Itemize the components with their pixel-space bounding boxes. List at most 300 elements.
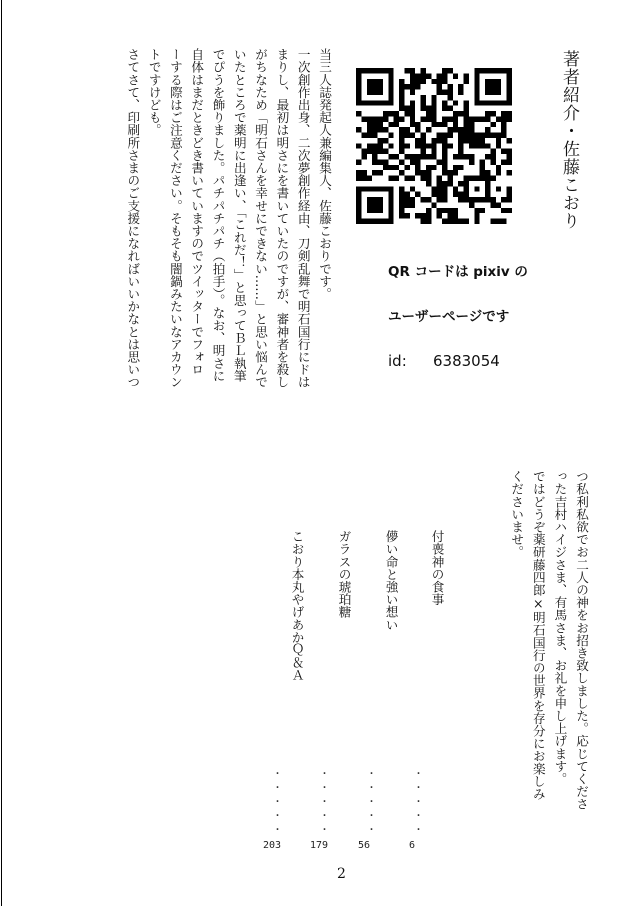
qr-module xyxy=(507,95,512,100)
qr-module xyxy=(442,90,447,95)
qr-module xyxy=(421,73,426,78)
qr-module xyxy=(490,197,495,202)
qr-module xyxy=(372,122,377,127)
qr-module xyxy=(485,154,490,159)
qr-module xyxy=(372,90,377,95)
qr-module xyxy=(496,100,501,105)
qr-module xyxy=(394,116,399,121)
qr-module xyxy=(415,192,420,197)
qr-module xyxy=(464,186,469,191)
qr-module xyxy=(372,197,377,202)
qr-id-value: 6383054 xyxy=(433,352,500,370)
qr-module xyxy=(399,106,404,111)
qr-module xyxy=(501,116,506,121)
qr-module xyxy=(447,84,452,89)
qr-module xyxy=(367,176,372,181)
qr-module xyxy=(431,186,436,191)
qr-module xyxy=(367,90,372,95)
qr-module xyxy=(388,165,393,170)
qr-module xyxy=(485,143,490,148)
qr-module xyxy=(501,122,506,127)
qr-module xyxy=(426,197,431,202)
qr-module xyxy=(464,127,469,132)
qr-module xyxy=(437,73,442,78)
qr-module xyxy=(378,116,383,121)
qr-module xyxy=(431,202,436,207)
qr-module xyxy=(394,154,399,159)
qr-module xyxy=(501,68,506,73)
qr-module xyxy=(404,192,409,197)
bio-line: 当三人誌発起人兼編集人、佐藤こおりです。 xyxy=(317,48,332,300)
qr-module xyxy=(367,79,372,84)
qr-module xyxy=(367,197,372,202)
author-bio xyxy=(83,48,335,438)
qr-module xyxy=(399,197,404,202)
qr-module xyxy=(442,143,447,148)
qr-module xyxy=(367,149,372,154)
qr-module xyxy=(421,176,426,181)
qr-module xyxy=(415,73,420,78)
qr-module xyxy=(388,192,393,197)
qr-module xyxy=(480,176,485,181)
qr-module xyxy=(501,149,506,154)
qr-module xyxy=(458,138,463,143)
qr-module xyxy=(442,68,447,73)
qr-module xyxy=(474,143,479,148)
qr-module xyxy=(378,100,383,105)
qr-module xyxy=(437,79,442,84)
qr-module xyxy=(415,79,420,84)
qr-module xyxy=(394,111,399,116)
qr-module xyxy=(458,149,463,154)
toc-leader-dots: ・・・・・ xyxy=(317,768,328,838)
qr-module xyxy=(388,95,393,100)
qr-module xyxy=(356,90,361,95)
qr-module xyxy=(404,133,409,138)
qr-module xyxy=(501,127,506,132)
qr-module xyxy=(426,127,431,132)
qr-module xyxy=(378,122,383,127)
qr-module xyxy=(474,79,479,84)
qr-module xyxy=(507,84,512,89)
qr-module xyxy=(415,165,420,170)
qr-module xyxy=(378,159,383,164)
qr-module xyxy=(453,208,458,213)
bio-line: ーする際はご注意ください。そもそも闇鍋みたいなアカウン xyxy=(167,48,183,389)
qr-module xyxy=(485,127,490,132)
qr-module xyxy=(464,219,469,224)
qr-module xyxy=(437,181,442,186)
qr-module xyxy=(426,170,431,175)
qr-module xyxy=(447,127,452,132)
toc-leader-dots: ・・・・・ xyxy=(364,768,375,838)
qr-module xyxy=(431,122,436,127)
qr-module xyxy=(447,208,452,213)
qr-module xyxy=(415,213,420,218)
toc-leader-dots: ・・・・・ xyxy=(270,768,281,838)
bio-cont-line: ではどうぞ薬研藤四郎×明石国行の世界を存分にお楽しみ xyxy=(530,470,546,800)
bio-continued xyxy=(500,470,592,870)
qr-module xyxy=(437,138,442,143)
qr-module xyxy=(437,208,442,213)
qr-module xyxy=(485,197,490,202)
qr-module xyxy=(480,143,485,148)
qr-module xyxy=(388,154,393,159)
qr-module xyxy=(442,73,447,78)
qr-module xyxy=(442,219,447,224)
qr-module xyxy=(490,176,495,181)
qr-module xyxy=(361,186,366,191)
qr-module xyxy=(383,165,388,170)
qr-module xyxy=(372,116,377,121)
qr-module xyxy=(410,100,415,105)
qr-module xyxy=(415,170,420,175)
qr-module xyxy=(442,197,447,202)
qr-module xyxy=(507,116,512,121)
qr-module xyxy=(356,143,361,148)
qr-module xyxy=(383,116,388,121)
qr-module xyxy=(404,111,409,116)
qr-module xyxy=(496,138,501,143)
qr-module xyxy=(388,202,393,207)
qr-module xyxy=(431,143,436,148)
qr-module xyxy=(458,197,463,202)
qr-module xyxy=(447,181,452,186)
qr-module xyxy=(485,68,490,73)
qr-module xyxy=(378,68,383,73)
qr-module xyxy=(383,68,388,73)
qr-module xyxy=(378,127,383,132)
qr-module xyxy=(410,111,415,116)
qr-module xyxy=(410,68,415,73)
qr-module xyxy=(447,143,452,148)
qr-module xyxy=(464,154,469,159)
qr-module xyxy=(453,111,458,116)
qr-module xyxy=(378,149,383,154)
qr-module xyxy=(485,133,490,138)
qr-module xyxy=(399,149,404,154)
qr-module xyxy=(507,90,512,95)
qr-module xyxy=(437,84,442,89)
qr-module xyxy=(426,208,431,213)
qr-module xyxy=(507,100,512,105)
qr-module xyxy=(399,213,404,218)
qr-module xyxy=(447,90,452,95)
qr-module xyxy=(507,197,512,202)
qr-module xyxy=(383,149,388,154)
qr-module xyxy=(356,170,361,175)
qr-module xyxy=(447,106,452,111)
qr-module xyxy=(388,208,393,213)
qr-module xyxy=(490,68,495,73)
toc-page-number: 56 xyxy=(358,840,371,851)
qr-module xyxy=(426,154,431,159)
qr-module xyxy=(410,154,415,159)
qr-module xyxy=(490,133,495,138)
qr-module xyxy=(447,176,452,181)
qr-module xyxy=(431,100,436,105)
qr-module xyxy=(453,122,458,127)
qr-module xyxy=(361,176,366,181)
qr-module xyxy=(485,84,490,89)
qr-module xyxy=(485,90,490,95)
qr-module xyxy=(378,170,383,175)
qr-module xyxy=(410,73,415,78)
qr-module xyxy=(404,143,409,148)
qr-module xyxy=(474,116,479,121)
qr-module xyxy=(464,73,469,78)
qr-module xyxy=(410,159,415,164)
qr-module xyxy=(421,106,426,111)
qr-module xyxy=(388,133,393,138)
qr-module xyxy=(469,133,474,138)
qr-module xyxy=(480,116,485,121)
qr-module xyxy=(507,208,512,213)
qr-module xyxy=(356,127,361,132)
qr-module xyxy=(437,90,442,95)
qr-module xyxy=(410,186,415,191)
qr-module xyxy=(399,143,404,148)
qr-module xyxy=(372,219,377,224)
qr-module xyxy=(361,170,366,175)
qr-module xyxy=(437,192,442,197)
qr-module xyxy=(453,192,458,197)
qr-module xyxy=(490,100,495,105)
qr-module xyxy=(356,213,361,218)
qr-module xyxy=(421,68,426,73)
qr-module xyxy=(415,138,420,143)
qr-module xyxy=(464,122,469,127)
qr-module xyxy=(399,138,404,143)
qr-module xyxy=(490,149,495,154)
qr-module xyxy=(501,159,506,164)
qr-module xyxy=(410,122,415,127)
qr-module xyxy=(469,197,474,202)
qr-module xyxy=(372,68,377,73)
qr-module xyxy=(453,213,458,218)
qr-module xyxy=(399,116,404,121)
qr-module xyxy=(426,73,431,78)
qr-module xyxy=(474,95,479,100)
qr-module xyxy=(361,219,366,224)
qr-module xyxy=(501,111,506,116)
qr-module xyxy=(421,170,426,175)
qr-module xyxy=(404,197,409,202)
qr-module xyxy=(442,133,447,138)
qr-module xyxy=(367,133,372,138)
qr-module xyxy=(356,95,361,100)
qr-module xyxy=(453,170,458,175)
qr-module xyxy=(378,219,383,224)
bio-line: でぴうを飾りました。パチパチパチ（拍手）。なお、明さに xyxy=(210,48,226,382)
qr-module xyxy=(496,116,501,121)
qr-module xyxy=(431,95,436,100)
qr-module xyxy=(496,84,501,89)
qr-module xyxy=(372,149,377,154)
qr-module xyxy=(431,79,436,84)
qr-module xyxy=(410,197,415,202)
qr-module xyxy=(437,176,442,181)
qr-id-label: id: xyxy=(388,352,407,370)
qr-module xyxy=(388,213,393,218)
qr-module xyxy=(378,79,383,84)
qr-module xyxy=(458,154,463,159)
bio-line: いたところで薬明に出逢い、「これだ！」と思ってＢＬ執筆 xyxy=(231,48,247,382)
bio-cont-line: った吉村ハイジさま、有馬さま、お礼を申し上げます。 xyxy=(552,470,568,785)
qr-module xyxy=(437,197,442,202)
qr-module xyxy=(426,116,431,121)
bio-line: まりし、最初は明さにを書いていたのですが、審神者を殺し xyxy=(274,48,290,389)
qr-module xyxy=(421,154,426,159)
qr-module xyxy=(442,192,447,197)
qr-module xyxy=(378,197,383,202)
qr-module xyxy=(431,192,436,197)
qr-module xyxy=(378,202,383,207)
qr-module xyxy=(480,133,485,138)
qr-module xyxy=(378,143,383,148)
qr-module xyxy=(410,84,415,89)
qr-module xyxy=(496,90,501,95)
qr-module xyxy=(485,79,490,84)
qr-module xyxy=(507,111,512,116)
qr-module xyxy=(410,90,415,95)
qr-module xyxy=(367,116,372,121)
qr-module xyxy=(367,208,372,213)
qr-module xyxy=(426,106,431,111)
qr-module xyxy=(480,159,485,164)
qr-module xyxy=(399,202,404,207)
qr-module xyxy=(442,138,447,143)
qr-module xyxy=(404,213,409,218)
toc-title: ガラスの琥珀糖 xyxy=(336,530,352,619)
qr-module xyxy=(426,181,431,186)
qr-module xyxy=(490,84,495,89)
qr-module xyxy=(421,138,426,143)
qr-module xyxy=(426,176,431,181)
qr-module xyxy=(490,79,495,84)
qr-module xyxy=(474,90,479,95)
qr-module xyxy=(469,122,474,127)
qr-module xyxy=(507,73,512,78)
qr-module xyxy=(485,111,490,116)
qr-module xyxy=(399,159,404,164)
qr-module xyxy=(431,138,436,143)
qr-module xyxy=(447,170,452,175)
qr-module xyxy=(421,100,426,105)
qr-module xyxy=(464,111,469,116)
qr-module xyxy=(474,213,479,218)
qr-module xyxy=(361,100,366,105)
toc-page-number: 179 xyxy=(310,840,329,851)
qr-module xyxy=(410,176,415,181)
qr-module xyxy=(507,149,512,154)
qr-module xyxy=(485,176,490,181)
qr-module xyxy=(437,213,442,218)
qr-module xyxy=(501,219,506,224)
qr-module xyxy=(485,170,490,175)
qr-module xyxy=(356,219,361,224)
qr-module xyxy=(361,116,366,121)
qr-module xyxy=(367,202,372,207)
qr-module xyxy=(496,219,501,224)
qr-module xyxy=(464,176,469,181)
qr-module xyxy=(501,100,506,105)
qr-module xyxy=(431,116,436,121)
qr-module xyxy=(464,100,469,105)
qr-module xyxy=(480,165,485,170)
qr-module xyxy=(361,68,366,73)
qr-module xyxy=(507,79,512,84)
qr-module xyxy=(421,219,426,224)
qr-module xyxy=(404,202,409,207)
qr-module xyxy=(490,219,495,224)
qr-module xyxy=(356,84,361,89)
qr-caption-line1: QR コードは pixiv の xyxy=(388,264,528,280)
qr-module xyxy=(372,79,377,84)
qr-module xyxy=(431,165,436,170)
qr-module xyxy=(394,165,399,170)
qr-module xyxy=(372,127,377,132)
qr-module xyxy=(458,127,463,132)
qr-module xyxy=(367,100,372,105)
qr-module xyxy=(356,202,361,207)
bio-line: がちなため「明石さんを幸せにできない……」と思い悩んで xyxy=(253,48,269,389)
qr-module xyxy=(388,84,393,89)
qr-module xyxy=(485,181,490,186)
qr-module xyxy=(469,143,474,148)
qr-module xyxy=(458,181,463,186)
bio-line: 一次創作出身、二次夢創作経由、刀剣乱舞で明石国行にドは xyxy=(295,48,311,389)
qr-module xyxy=(404,127,409,132)
qr-module xyxy=(447,116,452,121)
qr-module xyxy=(464,133,469,138)
qr-module xyxy=(399,90,404,95)
qr-module xyxy=(372,208,377,213)
qr-module xyxy=(458,133,463,138)
qr-module xyxy=(442,170,447,175)
qr-module xyxy=(356,176,361,181)
bio-cont-line: つ私利私欲でお二人の神をお招き致しました。応じてくださ xyxy=(574,470,589,811)
qr-module xyxy=(485,116,490,121)
qr-module xyxy=(490,202,495,207)
qr-module xyxy=(410,116,415,121)
qr-module xyxy=(399,79,404,84)
qr-module xyxy=(437,159,442,164)
page-number: 2 xyxy=(337,866,346,882)
qr-module xyxy=(388,73,393,78)
toc-page-number: 6 xyxy=(409,840,416,851)
qr-module xyxy=(356,197,361,202)
qr-module xyxy=(367,84,372,89)
qr-module xyxy=(388,122,393,127)
qr-module xyxy=(431,149,436,154)
qr-module xyxy=(410,106,415,111)
qr-module xyxy=(442,181,447,186)
qr-module xyxy=(383,186,388,191)
qr-module xyxy=(447,133,452,138)
qr-module xyxy=(378,208,383,213)
qr-module xyxy=(431,106,436,111)
qr-module xyxy=(415,127,420,132)
toc-page-number: 203 xyxy=(263,840,282,851)
qr-module xyxy=(399,192,404,197)
qr-module xyxy=(480,68,485,73)
qr-module xyxy=(442,116,447,121)
qr-module xyxy=(437,133,442,138)
qr-module xyxy=(383,138,388,143)
qr-module xyxy=(372,143,377,148)
qr-module xyxy=(404,68,409,73)
